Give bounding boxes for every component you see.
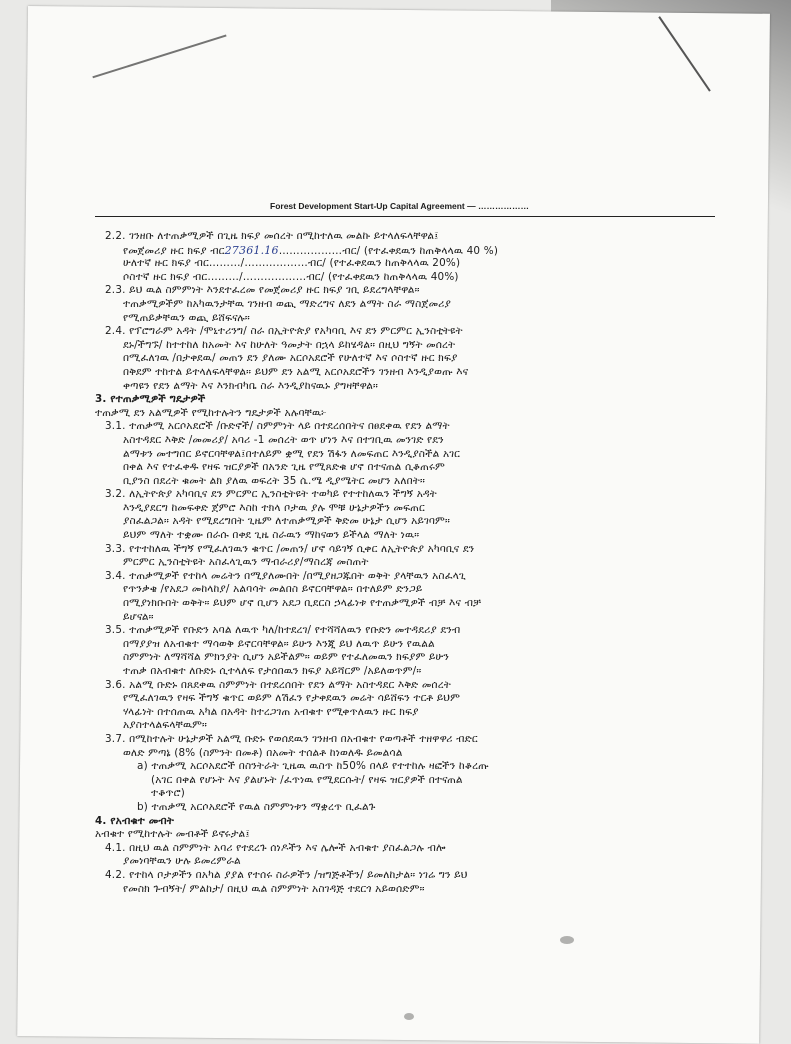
document-line bbox=[95, 583, 720, 597]
document-line bbox=[95, 597, 720, 611]
document-line bbox=[95, 339, 720, 353]
line-text: 3.6. አልሚ ቡድኑ በጸደቀዉ ስምምነት በተደረሰበት የደን ልማት አስተዳደር እቅድ መሰረት bbox=[105, 678, 451, 691]
document-line bbox=[95, 502, 720, 516]
line-text: ደኑ/ችግኙ/ ከተተከለ ከአመት እና ከሁለት ዓመታት በኋላ ይከሄዳል። በዚህ ግኝት መሰረት bbox=[123, 338, 456, 351]
document-line bbox=[95, 801, 720, 815]
document-line bbox=[95, 448, 720, 462]
document-line bbox=[95, 529, 720, 543]
document-line bbox=[95, 611, 720, 625]
document-line bbox=[95, 747, 720, 761]
document-line bbox=[95, 366, 720, 380]
line-text: ወለድ ምጣኔ (8% (ስምንት በመቶ) በአመት ተሰልቶ ከነወለዱ ይመልሳል bbox=[123, 746, 403, 759]
document-line bbox=[95, 570, 720, 584]
line-text: (አገር በቀል የሆኑት እና ያልሆኑት /ፈጥነዉ የሚደርሱት/ የዛፍ ዝርያዎች በተናጠል bbox=[151, 773, 463, 786]
document-line bbox=[95, 665, 720, 679]
document-line bbox=[95, 842, 720, 856]
document-line bbox=[95, 475, 720, 489]
document-line bbox=[95, 271, 720, 285]
document-line bbox=[95, 244, 720, 258]
document-line bbox=[95, 624, 720, 638]
line-text: ሶስተኛ ዙር ክፍያ ብር………/………………ብር/ (የተፈቀደዉን ከጠቅላላዉ 40%) bbox=[123, 270, 459, 283]
scan-smudge bbox=[404, 1013, 414, 1020]
document-line bbox=[95, 488, 720, 502]
line-text: ምርምር ኢንስቲትዩት አስፈላጊዉን ማብራሪያ/ማስረጃ መስጠት bbox=[123, 556, 369, 569]
line-text: የመጀመሪያ ዙር ክፍያ ብር bbox=[123, 244, 225, 257]
line-text: በሚፈለገዉ /በታቀደዉ/ መጠን ደን ያለሙ አርሶአደሮች የሁለተኛ እና ሶስተኛ ዙር ክፍያ bbox=[123, 352, 458, 365]
section-heading bbox=[95, 815, 720, 829]
line-text: ያመነባቸዉን ሁሉ ይመረምራል bbox=[123, 855, 241, 868]
line-text: ይህም ማለት ተቋሙ በራሱ በቀደ ጊዜ ስራዉን ማከናወን ይችላል ማለት ነዉ። bbox=[123, 529, 420, 542]
document-line bbox=[95, 651, 720, 665]
handwritten-amount: 27361.16 bbox=[224, 243, 279, 257]
line-text: የሚፈለገዉን የዛፍ ችግኝ ቁጥር ወይም ለሽፈን የታቀደዉን መሬት ሳይሸፍን ተርቶ ይህም bbox=[123, 692, 460, 705]
document-line bbox=[95, 434, 720, 448]
document-line bbox=[95, 869, 720, 883]
line-text: 2.2. ገንዘቡ ለተጠቃሚዎች በጊዜ ክፍያ መሰረት በሚከተለዉ መልኩ ይተላለፍላቸዋል፤ bbox=[105, 230, 439, 242]
header-rule bbox=[95, 216, 715, 217]
line-text: አያስተላልፍላቸዉም። bbox=[123, 719, 208, 732]
line-text: ሃላፊነት በተሰጠዉ አካል በአዳት ከተረጋገጠ አብቁተ የሚቀጥለዉን ዙር ክፍያ bbox=[123, 705, 419, 718]
line-text: a) ተጠቃሚ አርሶአደሮች በስንትራት ጊዜዉ ዉስጥ ከ50% በላይ የተተከሉ ዛፎችን ከቆረጡ bbox=[137, 760, 489, 773]
line-text: 2.4. የፕሮግራም አዳት /ሞኒተሪንግ/ ስራ በኢትዮጵያ የአካባቢ እና ደን ምርምር ኢንስቲትዩት bbox=[105, 325, 463, 338]
document-line bbox=[95, 774, 720, 788]
line-text: በቅደም ተከተል ይተላለፍላቸዋል። ይህም ደን አልሚ አርሶአደሮችን ገንዘብ እንዲያወጡ እና bbox=[123, 365, 469, 378]
line-text: ያስፈልጋል። አዳት የሚደረግበት ጊዜም ለተጠቃሚዎች ቅድመ ሁኔታ ሲሆን አይገባም። bbox=[123, 515, 451, 528]
document-line bbox=[95, 760, 720, 774]
document-line bbox=[95, 420, 720, 434]
line-text: ተቆጥሮ) bbox=[151, 787, 185, 800]
document-line bbox=[95, 257, 720, 271]
line-text: ስምምነት ለማሻሻል ምክንያት ሲሆን አይችልም። ወይም የተፈለመዉን ክፍያም ይሁን bbox=[123, 651, 449, 664]
document-body bbox=[95, 230, 720, 896]
document-line bbox=[95, 515, 720, 529]
line-text: 3.3. የተተከለዉ ችግኝ የሚፈለገዉን ቁጥር /መጠን/ ሆኖ ሳይገኝ ሲቀር ለኢትዮጵያ አካባቢና ደን bbox=[105, 542, 475, 555]
line-text: የመስክ ጉብኝት/ ምልከታ/ በዚህ ዉል ስምምነት አስገዳጅ ተደርጎ አይወሰድም። bbox=[123, 882, 425, 895]
page-header: Forest Development Start-Up Capital Agreement — ……………… bbox=[270, 201, 529, 211]
document-line bbox=[95, 543, 720, 557]
document-line bbox=[95, 855, 720, 869]
line-text: 3.1. ተጠቃሚ አርሶአደሮች /ቡድኖች/ ስምምነት ላይ በተደረሰበትና በፀደቀዉ የደን ልማት bbox=[105, 420, 450, 433]
document-line bbox=[95, 380, 720, 394]
line-text: ተጠቃ በአብቁተ ለቡድኑ ሲተላለፍ የታሰበዉን ክፍያ አይሻርም /አይለወጥም/። bbox=[123, 665, 422, 677]
scan-smudge bbox=[560, 936, 574, 944]
document-line bbox=[95, 638, 720, 652]
line-text: ሁለተኛ ዙር ክፍያ ብር………/………………ብር/ (የተፈቀደዉን ከጠቅላላዉ 20%) bbox=[123, 257, 461, 270]
line-text: 4.2. የተከላ ቦታዎችን በአካል ያያል የተሰሩ ስራዎችን /ዝግጅቶችን/ ይመለከታል። ነገሬ ግን ይህ bbox=[105, 868, 468, 881]
document-line bbox=[95, 407, 720, 421]
line-text: የሚጠይቃቸዉን ወጪ ይሸፍናሉ። bbox=[123, 311, 250, 324]
document-line bbox=[95, 461, 720, 475]
line-text: 3. የተጠቃሚዎች ግዴታዎች bbox=[95, 393, 206, 406]
document-line bbox=[95, 298, 720, 312]
document-line bbox=[95, 352, 720, 366]
line-text: ቀጣዩን የደን ልማት እና እንክብካቤ ስራ እንዲያከናዉኑ ያግዛቸዋል። bbox=[123, 379, 379, 392]
line-text: አስተዳደር እቅድ /መመሪያ/ አባሪ -1 መሰረት ወጥ ሆነን እና በተገቢዉ መንገድ የደን bbox=[123, 433, 444, 446]
document-line bbox=[95, 828, 720, 842]
line-text: ቢያንስ በደረት ቁመት ልክ ያለዉ ወፍረት 35 ሴ.ሜ ዲያሜትር መሆን አለበት። bbox=[123, 474, 426, 487]
line-text: 3.4. ተጠቃሚዎች የተከላ መሬትን በሚያለሙበት /በሚያዘጋጁበት ወቅት ያላቸዉን አስፈላጊ bbox=[105, 569, 466, 582]
line-text: በሚያነክቡበት ወቅት። ይህም ሆኖ ቢሆን አደጋ ቢደርስ ኃላፊነቱ የተጠቃሚዎች ብቻ እና ብቻ bbox=[123, 597, 482, 610]
line-text: 2.3. ይህ ዉል ስምምነት እንደተፈረመ የመጀመሪያ ዙር ክፍያ ገቢ ይደረግላቸዋል። bbox=[105, 284, 420, 297]
document-line bbox=[95, 733, 720, 747]
scan-fold-mark bbox=[92, 34, 226, 78]
document-line bbox=[95, 883, 720, 897]
line-text: 3.5. ተጠቃሚዎች የቡድን አባል ለዉጥ ካለ/ከተደረገ/ የተሻሻለዉን የቡድን መተዳደሪያ ደንብ bbox=[105, 624, 461, 637]
line-text: የጥንቃቄ /የአደጋ መከላከያ/ አልባሳት መልበስ ይኖርባቸዋል። በተለይም ድንጋይ bbox=[123, 583, 423, 596]
line-text: አብቁተ የሚከተሉት መብቶች ይኖሩታል፤ bbox=[95, 828, 250, 841]
document-line bbox=[95, 325, 720, 339]
line-text: በማያያዝ ለአብቁተ ማሳወቅ ይኖርባቸዋል። ይሁን እንጂ ይህ ለዉጥ ይሁን የዉልል bbox=[123, 637, 435, 650]
scan-fold-mark bbox=[658, 16, 710, 91]
document-line bbox=[95, 312, 720, 326]
line-text: ተጠቃሚ ደን አልሚዎች የሚከተሉትን ግዴታዎች አሉባቸዉ፦ bbox=[95, 406, 327, 419]
document-line bbox=[95, 556, 720, 570]
line-text: 3.2. ለኢትዮጵያ አካባቢና ደን ምርምር ኢንስቲትዩት ተወካይ የተተከለዉን ችግኝ አዳት bbox=[105, 488, 437, 501]
document-line bbox=[95, 230, 720, 244]
line-text: b) ተጠቃሚ አርሶአደሮች የዉል ስምምነቱን ማቋረጥ ቢፈልጉ bbox=[137, 800, 376, 813]
document-line bbox=[95, 692, 720, 706]
line-text: እንዲያደርግ ከመፍቀድ ጀምሮ እስከ ተክላ ቦታዉ ያሉ ሞቹ ሁኔታዎችን መፍጠር bbox=[123, 501, 425, 514]
document-line bbox=[95, 706, 720, 720]
line-text: 4.1. በዚህ ዉል ስምምነት አባሪ የተደረጉ ሰነዶችን እና ሌሎች አብቁተ ያስፈልጋሉ ብሎ bbox=[105, 841, 446, 854]
line-text: ልማቱን መተግበር ይኖርባቸዋል፤በተለይም ቋሚ የደን ሽፋን ለመፍጠር እንዲያስችል አገር bbox=[123, 447, 461, 460]
document-line bbox=[95, 284, 720, 298]
document-line bbox=[95, 719, 720, 733]
document-line bbox=[95, 787, 720, 801]
line-text: ተጠቃሚዎችም ከአካዉንታቸዉ ገንዘብ ወጪ ማድረግና ለደን ልማት ስራ ማስጀመሪያ bbox=[123, 297, 451, 310]
line-text: በቀል እና የተፈቀዱ የዛፍ ዝርያዎች በአንድ ጊዜ የሚጸድቁ ሆኖ በተናጠል ሲቆጠሩም bbox=[123, 461, 445, 474]
section-heading bbox=[95, 393, 720, 407]
line-text: ………………ብር/ (የተፈቀደዉን ከጠቅላላዉ 40 %) bbox=[278, 244, 499, 257]
line-text: 4. የአብቁተ መብት bbox=[95, 814, 174, 827]
line-text: ይሆናል። bbox=[123, 610, 154, 623]
line-text: 3.7. በሚከተሉት ሁኔታዎች አልሚ ቡድኑ የወሰደዉን ገንዘብ በአብቁተ የወጣቶች ተዘዋዋሪ ብድር bbox=[105, 732, 478, 745]
document-line bbox=[95, 679, 720, 693]
